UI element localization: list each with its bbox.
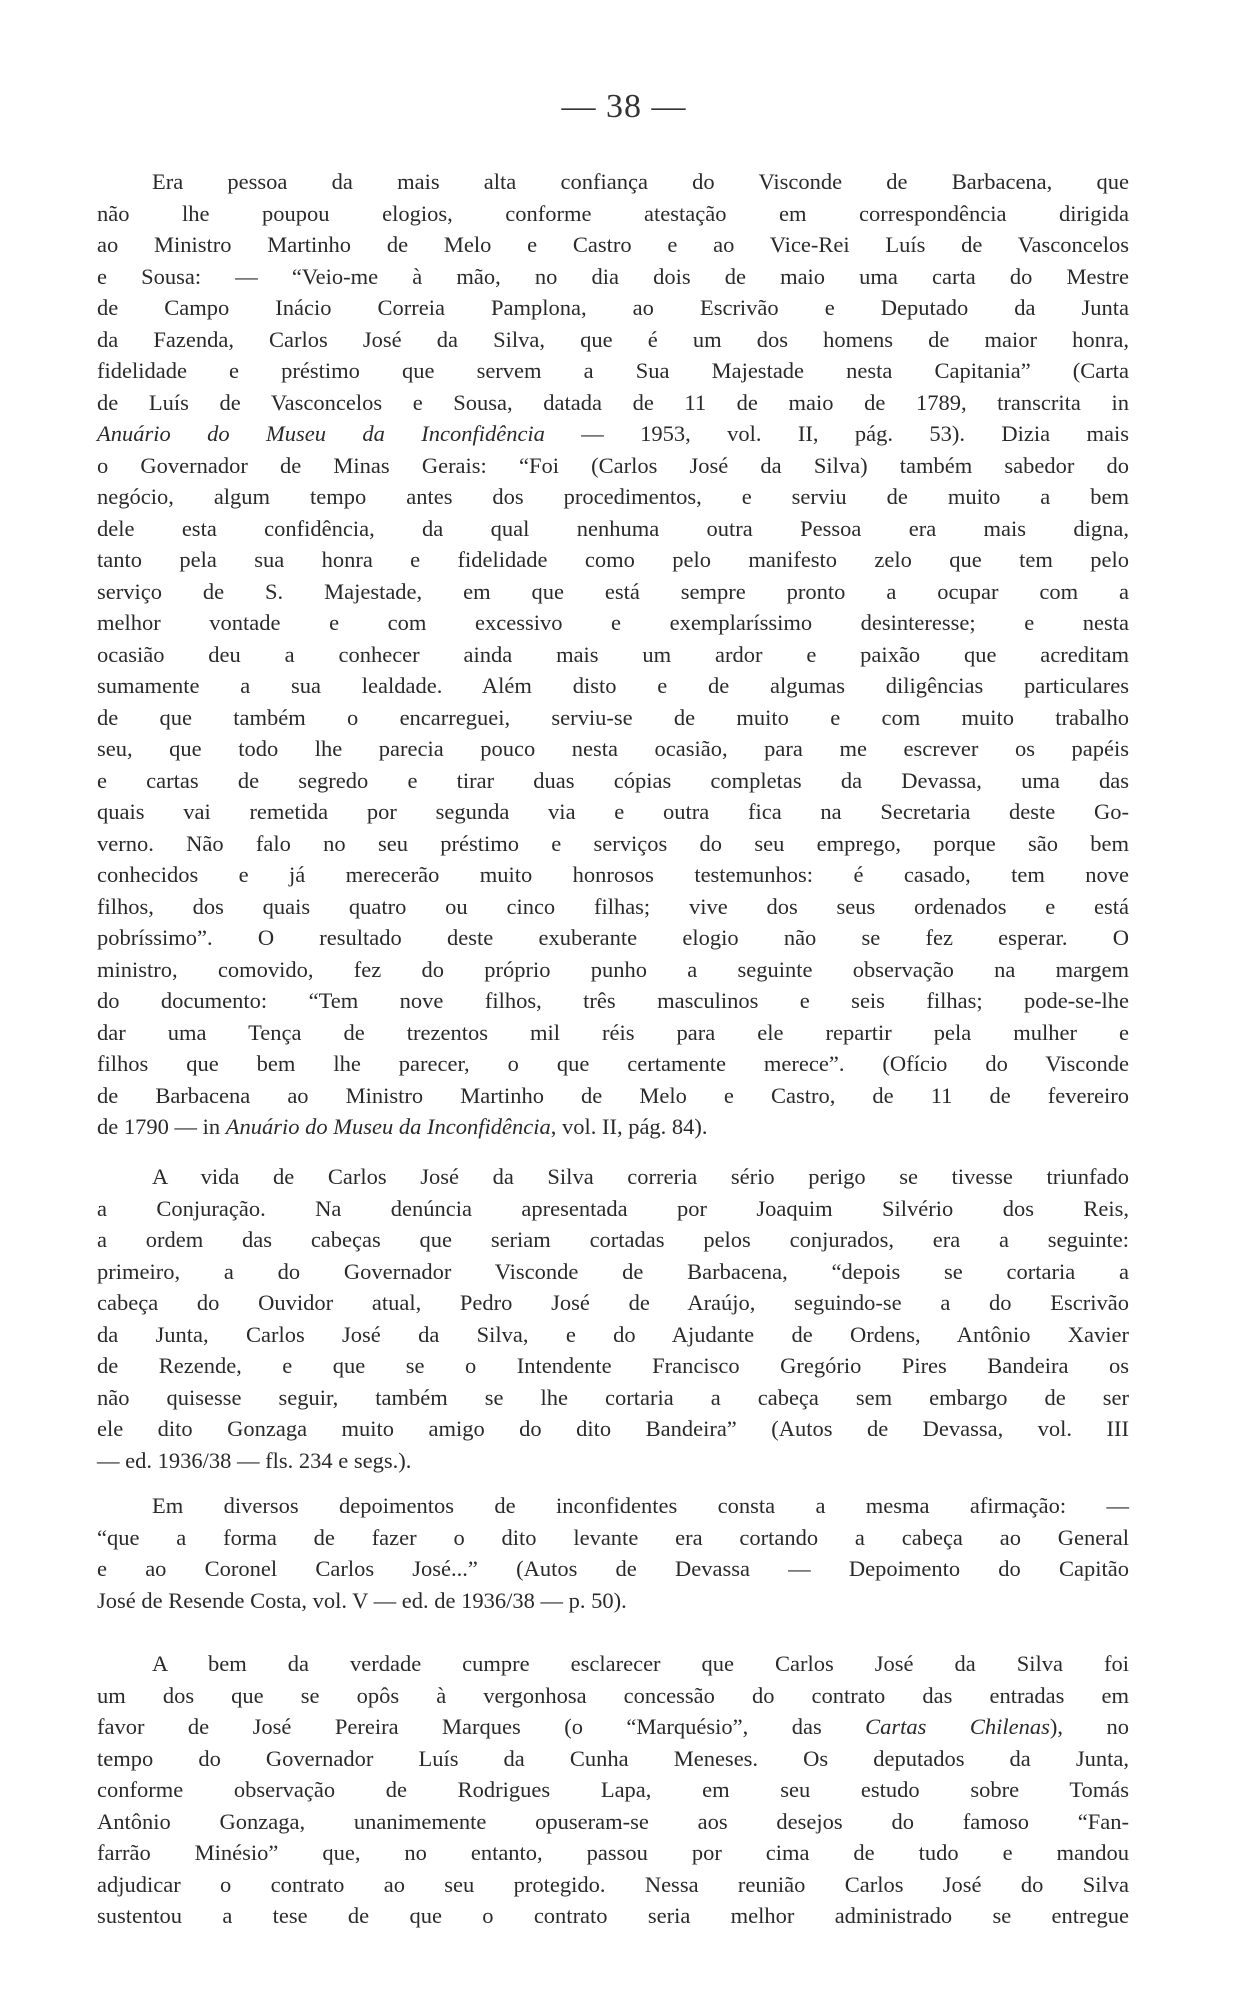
text-line: não quisesse seguir, também se lhe cortaria a cabeça sem embargo de ser xyxy=(97,1384,1129,1410)
text-line: o Governador de Minas Gerais: “Foi (Carlos José da Silva) também sabedor do xyxy=(97,452,1129,478)
text-line: negócio, algum tempo antes dos procedimentos, e serviu de muito a bem xyxy=(97,484,1129,509)
text-line: A vida de Carlos José da Silva correria sério perigo se tivesse triunfado xyxy=(152,1164,1129,1189)
text-line: dele esta confidência, da qual nenhuma outra Pessoa era mais digna, xyxy=(97,515,1129,541)
text-line: do documento: “Tem nove filhos, três masculinos e seis filhas; pode-se-lhe xyxy=(97,988,1129,1013)
text-line: ministro, comovido, fez do próprio punho a seguinte observação na margem xyxy=(97,956,1129,982)
text-line: seu, que todo lhe parecia pouco nesta ocasião, para me escrever os papéis xyxy=(97,736,1129,761)
text-line: Antônio Gonzaga, unanimemente opuseram-se aos desejos do famoso “Fan- xyxy=(97,1808,1129,1834)
text-line: Em diversos depoimentos de inconfidentes consta a mesma afirmação: — xyxy=(152,1493,1129,1518)
text-line: serviço de S. Majestade, em que está sempre pronto a ocupar com a xyxy=(97,578,1129,604)
text-line: da Fazenda, Carlos José da Silva, que é um dos homens de maior honra, xyxy=(97,326,1129,352)
text-line: da Junta, Carlos José da Silva, e do Ajudante de Ordens, Antônio Xavier xyxy=(97,1321,1129,1347)
text-line: verno. Não falo no seu préstimo e serviços do seu emprego, porque são bem xyxy=(97,830,1129,856)
text-line: sustentou a tese de que o contrato seria melhor administrado se entregue xyxy=(97,1903,1129,1928)
text-line: melhor vontade e com excessivo e exemplaríssimo desinteresse; e nesta xyxy=(97,610,1129,635)
text-line: pobríssimo”. O resultado deste exuberante elogio não se fez esperar. O xyxy=(97,925,1129,950)
paragraph-3 xyxy=(97,1490,1129,1616)
text-line: José de Resende Costa, vol. V — ed. de 1936/38 — p. 50). xyxy=(97,1587,627,1613)
text-line: tanto pela sua honra e fidelidade como pelo manifesto zelo que tem pelo xyxy=(97,547,1129,572)
text-line: conforme observação de Rodrigues Lapa, em seu estudo sobre Tomás xyxy=(97,1777,1129,1802)
text-line: sumamente a sua lealdade. Além disto e de algumas diligências particulares xyxy=(97,673,1129,698)
text-line: ele dito Gonzaga muito amigo do dito Bandeira” (Autos de Devassa, vol. III xyxy=(97,1416,1129,1441)
text-line: Era pessoa da mais alta confiança do Visconde de Barbacena, que xyxy=(152,169,1129,194)
paragraph-1 xyxy=(97,166,1129,1143)
text-line: dar uma Tença de trezentos mil réis para ele repartir pela mulher e xyxy=(97,1019,1129,1045)
text-line: ocasião deu a conhecer ainda mais um ardor e paixão que acreditam xyxy=(97,641,1129,667)
text-line: A bem da verdade cumpre esclarecer que Carlos José da Silva foi xyxy=(152,1651,1129,1676)
text-line: Anuário do Museu da Inconfidência — 1953, vol. II, pág. 53). Dizia mais xyxy=(97,421,1129,446)
paragraph-4 xyxy=(97,1648,1129,1932)
text-line: não lhe poupou elogios, conforme atestação em correspondência dirigida xyxy=(97,200,1129,226)
text-line: e ao Coronel Carlos José...” (Autos de Devassa — Depoimento do Capitão xyxy=(97,1556,1129,1581)
text-line: adjudicar o contrato ao seu protegido. Nessa reunião Carlos José do Silva xyxy=(97,1871,1129,1897)
text-line: de 1790 — in Anuário do Museu da Inconfidência, vol. II, pág. 84). xyxy=(97,1114,708,1139)
text-line: “que a forma de fazer o dito levante era cortando a cabeça ao General xyxy=(97,1524,1129,1550)
text-line: de Luís de Vasconcelos e Sousa, datada de 11 de maio de 1789, transcrita in xyxy=(97,389,1129,415)
text-line: e cartas de segredo e tirar duas cópias completas da Devassa, uma das xyxy=(97,767,1129,793)
text-line: filhos, dos quais quatro ou cinco filhas; vive dos seus ordenados e está xyxy=(97,893,1129,919)
text-line: de Rezende, e que se o Intendente Francisco Gregório Pires Bandeira os xyxy=(97,1353,1129,1378)
text-line: um dos que se opôs à vergonhosa concessão do contrato das entradas em xyxy=(97,1682,1129,1708)
text-line: e Sousa: — “Veio-me à mão, no dia dois de maio uma carta do Mestre xyxy=(97,263,1129,289)
text-line: de que também o encarreguei, serviu-se de muito e com muito trabalho xyxy=(97,704,1129,730)
text-line: quais vai remetida por segunda via e outra fica na Secretaria deste Go- xyxy=(97,799,1129,824)
text-line: a Conjuração. Na denúncia apresentada por Joaquim Silvério dos Reis, xyxy=(97,1195,1129,1221)
text-line: filhos que bem lhe parecer, o que certamente merece”. (Ofício do Visconde xyxy=(97,1051,1129,1076)
text-line: tempo do Governador Luís da Cunha Meneses. Os deputados da Junta, xyxy=(97,1745,1129,1771)
paragraph-2 xyxy=(97,1161,1129,1476)
text-line: fidelidade e préstimo que servem a Sua Majestade nesta Capitania” (Carta xyxy=(97,358,1129,383)
page-number: — 38 — xyxy=(561,88,687,125)
text-line: de Campo Inácio Correia Pamplona, ao Escrivão e Deputado da Junta xyxy=(97,295,1129,320)
text-line: ao Ministro Martinho de Melo e Castro e ao Vice-Rei Luís de Vasconcelos xyxy=(97,232,1129,257)
text-line: a ordem das cabeças que seriam cortadas pelos conjurados, era a seguinte: xyxy=(97,1227,1129,1252)
text-line: cabeça do Ouvidor atual, Pedro José de Araújo, seguindo-se a do Escrivão xyxy=(97,1290,1129,1315)
text-line: — ed. 1936/38 — fls. 234 e segs.). xyxy=(97,1447,412,1473)
text-line: de Barbacena ao Ministro Martinho de Melo e Castro, de 11 de fevereiro xyxy=(97,1082,1129,1108)
text-line: farrão Minésio” que, no entanto, passou por cima de tudo e mandou xyxy=(97,1840,1129,1865)
text-line: conhecidos e já merecerão muito honrosos testemunhos: é casado, tem nove xyxy=(97,862,1129,887)
text-line: favor de José Pereira Marques (o “Marquésio”, das Cartas Chilenas), no xyxy=(97,1714,1130,1739)
text-line: primeiro, a do Governador Visconde de Barbacena, “depois se cortaria a xyxy=(97,1258,1129,1284)
